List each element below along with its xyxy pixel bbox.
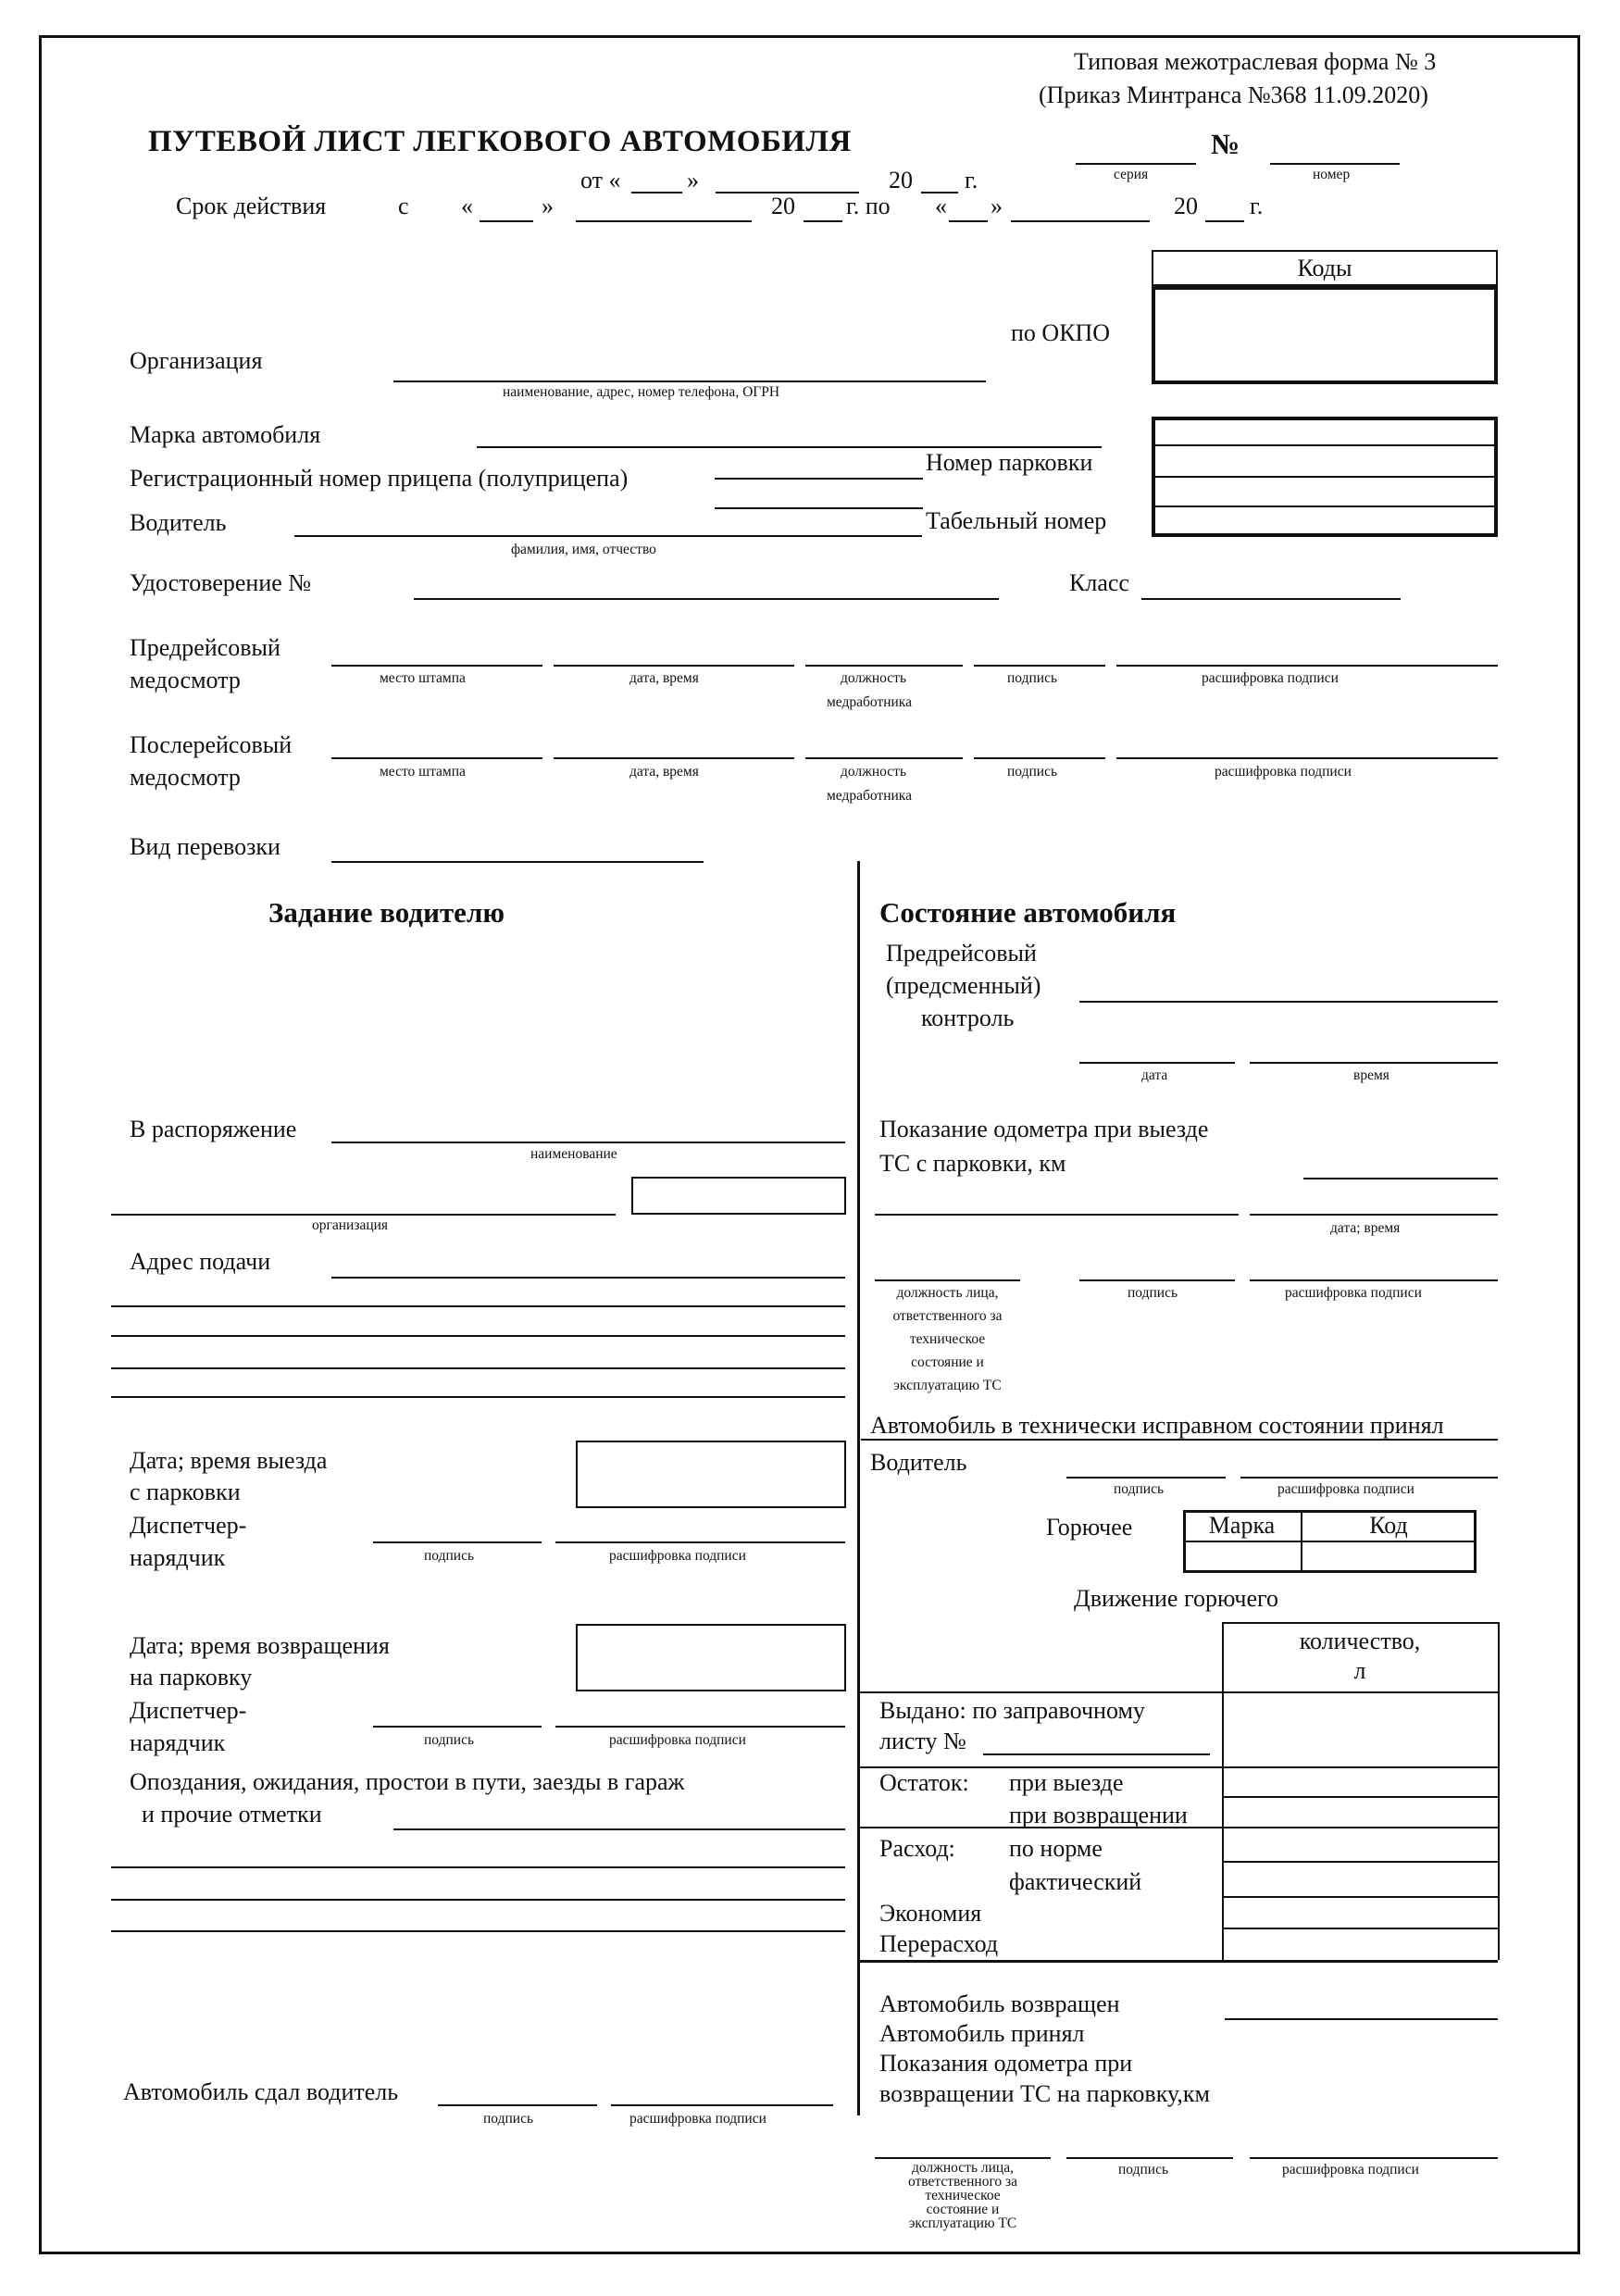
validity-to-year[interactable] [1205, 220, 1244, 222]
datetime-hint: дата; время [1330, 1220, 1401, 1236]
pre-control-label-1: Предрейсовый [886, 940, 1037, 967]
resp-ret-hint-3: техническое [925, 2188, 1001, 2203]
dispatcher-2-signature-hint: подпись [424, 1732, 475, 1748]
dispatcher-2-decode-hint: расшифровка подписи [609, 1732, 746, 1748]
pre-medical-label-1: Предрейсовый [130, 634, 280, 661]
delays-label-1: Опоздания, ожидания, простои в пути, заезды в гараж [130, 1768, 685, 1795]
quote-close: » [687, 167, 699, 193]
series-hint: серия [1114, 167, 1149, 182]
pre-medical-label-2: медосмотр [130, 667, 241, 693]
resp-ret-signature-hint: подпись [1118, 2162, 1169, 2177]
pre-control-date-field[interactable] [1079, 1062, 1235, 1064]
post-position-field[interactable] [805, 757, 963, 759]
pre-control-field[interactable] [1079, 1001, 1498, 1003]
post-stamp-hint: место штампа [380, 764, 466, 780]
pre-position-hint-2: медработника [827, 694, 912, 710]
license-field[interactable] [414, 598, 999, 600]
fuel-code-header: Код [1369, 1512, 1408, 1539]
resp-ret-position-field[interactable] [875, 2157, 1051, 2159]
dispatcher-1-decode-field[interactable] [555, 1541, 845, 1543]
pre-stamp-field[interactable] [331, 665, 542, 667]
address-field-5[interactable] [111, 1396, 845, 1398]
organization-hint: наименование, адрес, номер телефона, ОГРН [503, 384, 780, 400]
delays-field-3[interactable] [111, 1899, 845, 1901]
order-reference: (Приказ Минтранса №368 11.09.2020) [1039, 81, 1428, 108]
odometer-return-label-1: Показания одометра при [879, 2050, 1133, 2077]
code-row-divider [1155, 476, 1494, 478]
disposal-code-box[interactable] [631, 1177, 846, 1215]
on-return-label: при возвращении [1009, 1802, 1188, 1828]
column-divider [857, 861, 860, 2115]
odometer-out-label-1: Показание одометра при выезде [879, 1116, 1209, 1142]
dispatcher-2-signature-field[interactable] [373, 1726, 542, 1728]
validity-from-year[interactable] [804, 220, 842, 222]
overspend-field[interactable] [1224, 1929, 1497, 1958]
dispatcher-2-label-1: Диспетчер- [130, 1697, 247, 1724]
condition-driver-signature-hint: подпись [1114, 1481, 1165, 1497]
resp-ret-hint-1: должность лица, [912, 2160, 1014, 2176]
handed-signature-field[interactable] [438, 2104, 597, 2106]
resp-out-position-field[interactable] [875, 1279, 1020, 1281]
condition-driver-decode-hint: расшифровка подписи [1277, 1481, 1414, 1497]
date-day-field[interactable] [631, 192, 682, 193]
personnel-number-label: Табельный номер [926, 507, 1107, 534]
validity-from-day[interactable] [480, 220, 533, 222]
validity-from: с [398, 193, 409, 219]
fuel-table-bottom [859, 1960, 1498, 1963]
driver-field[interactable] [294, 535, 922, 537]
departure-label-2: с парковки [130, 1479, 241, 1505]
resp-out-hint-5: эксплуатацию ТС [893, 1378, 1002, 1393]
odometer-out-label-2: ТС с парковки, км [879, 1150, 1066, 1177]
departure-datetime-field[interactable] [576, 1441, 846, 1508]
issued-sheet-number-field[interactable] [983, 1753, 1210, 1755]
issued-label-1: Выдано: по заправочному [879, 1697, 1145, 1724]
task-heading: Задание водителю [268, 896, 505, 929]
delays-field-4[interactable] [111, 1930, 845, 1932]
odometer-out-field-2[interactable] [875, 1214, 1239, 1216]
actual-label: фактический [1009, 1868, 1142, 1895]
pre-signature-field[interactable] [974, 665, 1105, 667]
post-position-hint-1: должность [841, 764, 907, 780]
validity-to-year-suffix: г. [1250, 193, 1264, 219]
post-datetime-hint: дата, время [629, 764, 699, 780]
resp-out-hint-4: состояние и [911, 1354, 984, 1370]
dispatcher-1-signature-field[interactable] [373, 1541, 542, 1543]
remainder-departure-field[interactable] [1224, 1768, 1497, 1795]
accepted-underline [861, 1439, 1498, 1441]
transport-type-field[interactable] [331, 861, 704, 863]
address-label: Адрес подачи [130, 1248, 271, 1275]
returned-label: Автомобиль возвращен [879, 1990, 1120, 2017]
code-row-divider [1155, 505, 1494, 507]
pre-datetime-hint: дата, время [629, 670, 699, 686]
delays-label-2: и прочие отметки [142, 1801, 322, 1828]
delays-field-2[interactable] [111, 1866, 845, 1868]
org-hint: организация [312, 1217, 389, 1233]
page-title: ПУТЕВОЙ ЛИСТ ЛЕГКОВОГО АВТОМОБИЛЯ [148, 125, 852, 158]
validity-quote-open: « [461, 193, 473, 219]
delays-field-1[interactable] [393, 1828, 845, 1830]
resp-ret-hint-2: ответственного за [907, 2174, 1018, 2190]
resp-out-signature-field[interactable] [1079, 1279, 1235, 1281]
parking-number-label: Номер парковки [926, 449, 1093, 476]
post-stamp-field[interactable] [331, 757, 542, 759]
address-field-4[interactable] [111, 1367, 845, 1369]
fuel-brand-field[interactable] [1186, 1542, 1301, 1570]
disposal-org-field[interactable] [111, 1214, 616, 1216]
dispatcher-2-decode-field[interactable] [555, 1726, 845, 1728]
return-label-2: на парковку [130, 1664, 253, 1691]
transport-type-label: Вид перевозки [130, 833, 280, 860]
driver-hint: фамилия, имя, отчество [511, 542, 656, 557]
codes-header-cell [1152, 250, 1498, 286]
trailer-label: Регистрационный номер прицепа (полуприцепа) [130, 465, 629, 492]
odometer-out-field[interactable] [1303, 1178, 1498, 1179]
time-hint: время [1353, 1067, 1389, 1083]
issued-label-2: листу № [879, 1728, 966, 1754]
dispatcher-2-label-2: нарядчик [130, 1729, 226, 1756]
pre-decode-field[interactable] [1116, 665, 1498, 667]
address-field-3[interactable] [111, 1335, 845, 1337]
number-field[interactable] [1270, 163, 1400, 165]
series-field[interactable] [1076, 163, 1196, 165]
pre-control-label-2: (предсменный) [886, 972, 1041, 999]
fuel-qty-column-right [1498, 1622, 1500, 1960]
post-decode-hint: расшифровка подписи [1215, 764, 1352, 780]
validity-to-day[interactable] [949, 220, 988, 222]
handed-decode-hint: расшифровка подписи [629, 2111, 766, 2127]
return-label-1: Дата; время возвращения [130, 1632, 390, 1659]
odometer-return-label-2: возвращении ТС на парковку,км [879, 2080, 1210, 2107]
validity-quote-close: » [542, 193, 554, 219]
post-signature-hint: подпись [1007, 764, 1058, 780]
code-row-divider [1155, 444, 1494, 446]
accepted-car-label: Автомобиль принял [879, 2020, 1085, 2047]
post-decode-field[interactable] [1116, 757, 1498, 759]
form-type: Типовая межотраслевая форма № 3 [1074, 48, 1437, 75]
okpo-label: по ОКПО [1011, 319, 1111, 346]
dispatcher-1-decode-hint: расшифровка подписи [609, 1548, 746, 1564]
overspend-label: Перерасход [879, 1930, 999, 1957]
quantity-header-1: количество, [1299, 1628, 1421, 1654]
disposal-name-field[interactable] [331, 1142, 845, 1143]
trailer-field[interactable] [715, 478, 923, 480]
handed-signature-hint: подпись [483, 2111, 534, 2127]
economy-label: Экономия [879, 1900, 982, 1927]
validity-from-month[interactable] [576, 220, 752, 222]
resp-ret-hint-4: состояние и [926, 2202, 1000, 2217]
validity-to-month[interactable] [1011, 220, 1150, 222]
class-label: Класс [1069, 569, 1129, 596]
okpo-code-field[interactable] [1152, 286, 1498, 384]
handed-decode-field[interactable] [611, 2104, 833, 2106]
validity-year-prefix: 20 [771, 193, 795, 219]
trailer-field-2[interactable] [715, 507, 923, 509]
validity-to-quote-close: » [991, 193, 1003, 219]
on-departure-label: при выезде [1009, 1769, 1124, 1796]
accepted-label: Автомобиль в технически исправном состоянии принял [870, 1412, 1444, 1439]
resp-ret-hint-5: эксплуатацию ТС [908, 2215, 1017, 2231]
name-hint: наименование [530, 1146, 617, 1162]
post-medical-label-2: медосмотр [130, 764, 241, 791]
license-label: Удостоверение № [130, 569, 312, 596]
dispatcher-1-label-2: нарядчик [130, 1544, 226, 1571]
address-field-1[interactable] [331, 1277, 845, 1279]
handed-by-driver-label: Автомобиль сдал водитель [123, 2078, 399, 2105]
disposal-label: В распоряжение [130, 1116, 297, 1142]
by-norm-label: по норме [1009, 1835, 1103, 1862]
resp-out-hint-2: ответственного за [892, 1308, 1003, 1324]
year-suffix: г. [965, 167, 978, 193]
condition-driver-signature-field[interactable] [1066, 1477, 1226, 1479]
resp-out-hint-1: должность лица, [896, 1285, 999, 1301]
pre-stamp-hint: место штампа [380, 670, 466, 686]
pre-position-field[interactable] [805, 665, 963, 667]
pre-control-time-field[interactable] [1250, 1062, 1498, 1064]
resp-out-decode-field[interactable] [1250, 1279, 1498, 1281]
date-hint: дата [1141, 1067, 1168, 1083]
address-field-2[interactable] [111, 1305, 845, 1307]
condition-driver-decode-field[interactable] [1240, 1477, 1498, 1479]
quantity-header-2: л [1353, 1657, 1366, 1684]
resp-out-decode-hint: расшифровка подписи [1285, 1285, 1422, 1301]
return-datetime-field[interactable] [576, 1624, 846, 1691]
fuel-brand-header: Марка [1208, 1512, 1276, 1539]
fuel-label: Горючее [1046, 1514, 1133, 1541]
post-position-hint-2: медработника [827, 788, 912, 804]
pre-signature-hint: подпись [1007, 670, 1058, 686]
year-prefix: 20 [889, 167, 913, 193]
consumption-label: Расход: [879, 1835, 955, 1862]
condition-heading: Состояние автомобиля [879, 896, 1177, 929]
resp-ret-signature-field[interactable] [1066, 2157, 1233, 2159]
pre-decode-hint: расшифровка подписи [1202, 670, 1339, 686]
consumption-norm-field[interactable] [1224, 1828, 1497, 1860]
number-sign: № [1211, 128, 1240, 160]
resp-ret-decode-hint: расшифровка подписи [1282, 2162, 1419, 2177]
dispatcher-1-signature-hint: подпись [424, 1548, 475, 1564]
organization-label: Организация [130, 347, 263, 374]
validity-to-label: г. по [846, 193, 891, 219]
returned-field[interactable] [1225, 2018, 1498, 2020]
resp-out-hint-3: техническое [909, 1331, 986, 1347]
dispatcher-1-label-1: Диспетчер- [130, 1512, 247, 1539]
resp-ret-decode-field[interactable] [1250, 2157, 1498, 2159]
post-datetime-field[interactable] [554, 757, 794, 759]
pre-control-label-3: контроль [921, 1004, 1015, 1031]
driver-label: Водитель [130, 509, 227, 536]
post-medical-label-1: Послерейсовый [130, 731, 293, 758]
remainder-return-field[interactable] [1224, 1798, 1497, 1825]
validity-label: Срок действия [176, 193, 327, 219]
date-from-label: от « [580, 167, 621, 193]
fuel-movement-label: Движение горючего [1074, 1585, 1279, 1612]
consumption-actual-field[interactable] [1224, 1863, 1497, 1894]
condition-driver-label: Водитель [870, 1449, 967, 1476]
number-hint: номер [1313, 167, 1351, 182]
fuel-qty-top [1222, 1622, 1498, 1624]
resp-out-signature-hint: подпись [1128, 1285, 1178, 1301]
codes-label: Коды [1297, 255, 1352, 281]
remainder-label: Остаток: [879, 1769, 969, 1796]
validity-to-quote-open: « [935, 193, 947, 219]
organization-field[interactable] [393, 381, 986, 382]
fuel-code-field[interactable] [1302, 1542, 1474, 1570]
brand-label: Марка автомобиля [130, 421, 321, 448]
pre-datetime-field[interactable] [554, 665, 794, 667]
pre-position-hint-1: должность [841, 670, 907, 686]
odometer-out-datetime-field[interactable] [1250, 1214, 1498, 1216]
post-signature-field[interactable] [974, 757, 1105, 759]
departure-label-1: Дата; время выезда [130, 1447, 328, 1474]
economy-field[interactable] [1224, 1898, 1497, 1926]
validity-to-year-prefix: 20 [1174, 193, 1198, 219]
brand-field[interactable] [477, 446, 1102, 448]
issued-qty-field[interactable] [1224, 1693, 1497, 1766]
class-field[interactable] [1141, 598, 1401, 600]
